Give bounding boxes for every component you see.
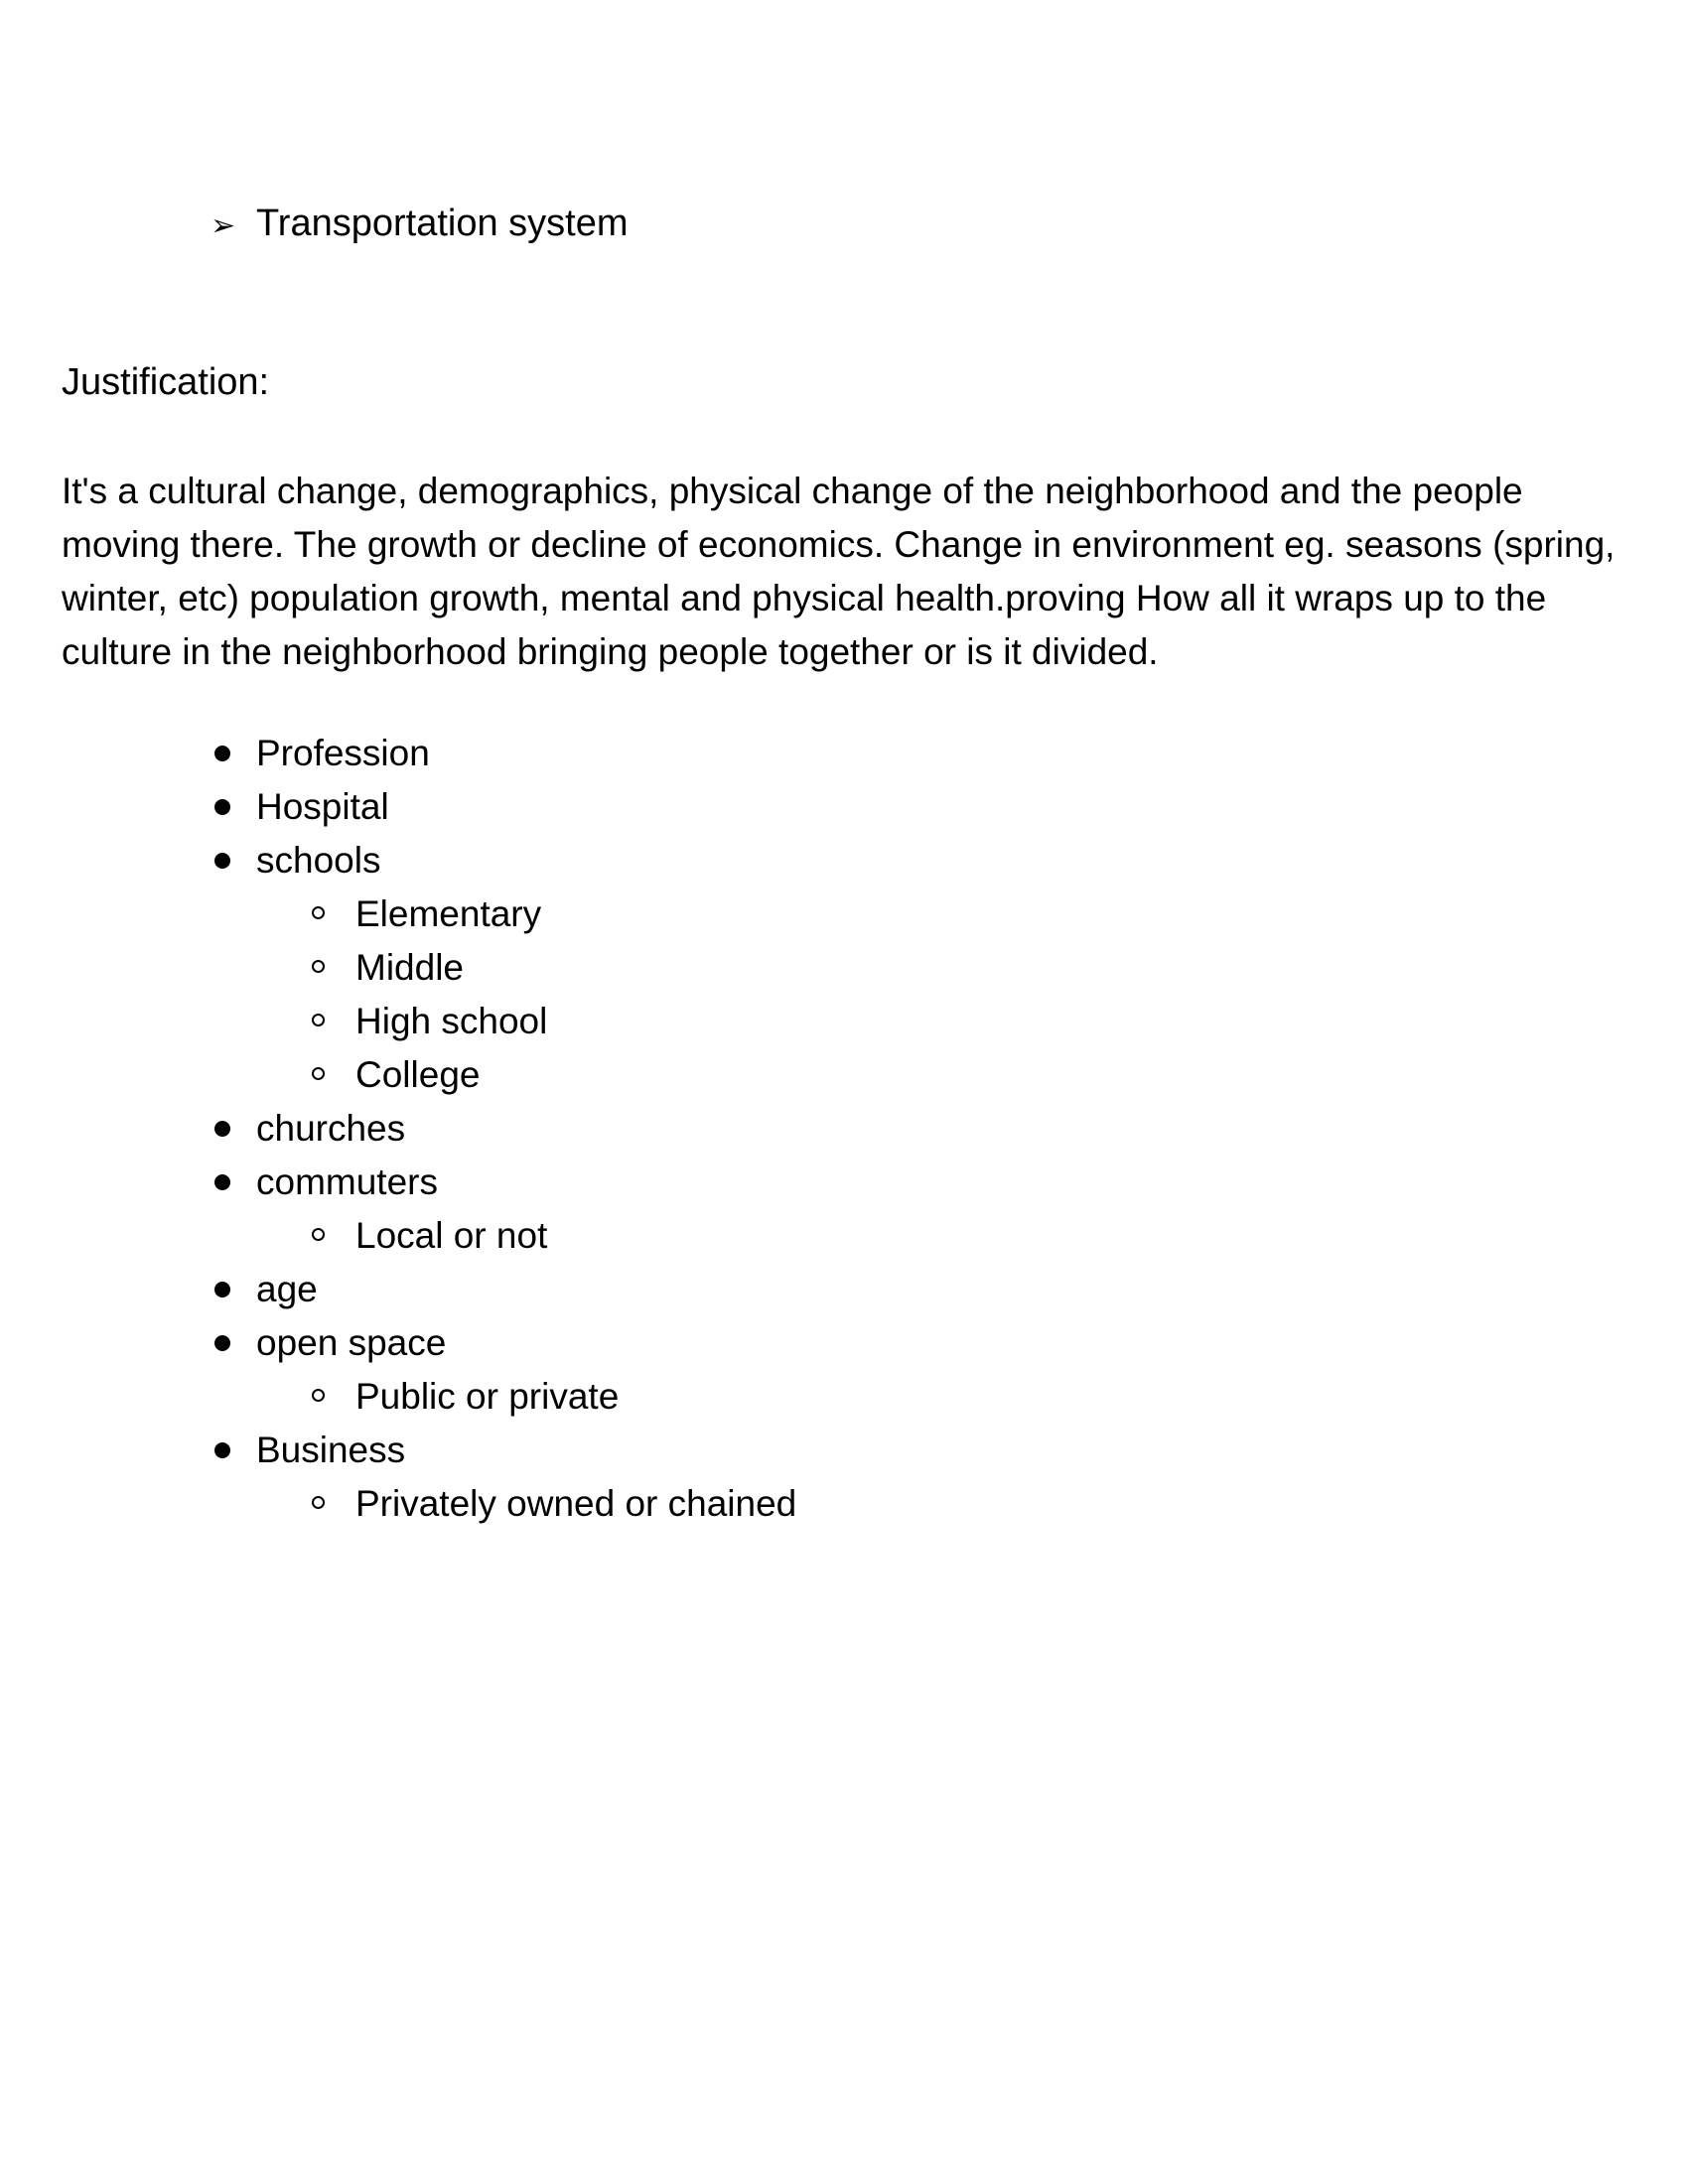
sub-list-item-label: Privately owned or chained: [355, 1483, 797, 1524]
list-item: [211, 834, 796, 1102]
justification-heading: Justification:: [62, 361, 270, 403]
list-item-label: churches: [256, 1108, 406, 1149]
sub-list-item-label: Elementary: [355, 893, 542, 934]
sub-list-item-label: Public or private: [355, 1376, 620, 1417]
hollow-bullet-icon: [310, 1014, 355, 1033]
sub-list: [211, 1477, 796, 1531]
sub-list-item-label: College: [355, 1054, 481, 1095]
bullet-icon: [211, 1442, 256, 1462]
hollow-bullet-icon: [310, 960, 355, 980]
list-item: [211, 1102, 796, 1156]
bullet-icon: [211, 746, 256, 765]
bullet-list: [211, 727, 796, 1531]
list-item: [211, 1316, 796, 1424]
hollow-bullet-icon: [310, 1389, 355, 1409]
list-item-label: Profession: [256, 733, 430, 773]
hollow-bullet-icon: [310, 906, 355, 926]
sub-list-item-label: Middle: [355, 947, 464, 988]
bullet-icon: [211, 1282, 256, 1301]
list-item-label: Hospital: [256, 786, 389, 827]
sub-list: [211, 1209, 796, 1263]
list-item-label: commuters: [256, 1161, 438, 1202]
bullet-icon: [211, 853, 256, 873]
bullet-icon: [211, 1121, 256, 1141]
list-item: [211, 780, 796, 834]
sub-list-item: [310, 1209, 796, 1263]
sub-list-item: [310, 887, 796, 941]
list-item: [211, 1263, 796, 1316]
bullet-icon: [211, 799, 256, 819]
sub-list-item: [310, 1477, 796, 1531]
sub-list-item-label: Local or not: [355, 1215, 548, 1256]
list-item: [211, 1156, 796, 1263]
arrow-bullet-icon: ➢: [211, 208, 236, 243]
sub-list-item-label: High school: [355, 1001, 548, 1041]
arrow-item-label: Transportation system: [256, 203, 629, 244]
sub-list-item: [310, 941, 796, 995]
list-item: [211, 727, 796, 780]
list-item-label: Business: [256, 1430, 406, 1470]
list-item-label: open space: [256, 1322, 447, 1363]
arrow-list-item: [211, 199, 629, 251]
hollow-bullet-icon: [310, 1228, 355, 1248]
bullet-icon: [211, 1174, 256, 1194]
hollow-bullet-icon: [310, 1496, 355, 1516]
bullet-icon: [211, 1335, 256, 1355]
sub-list-item: [310, 995, 796, 1048]
sub-list: [211, 1370, 796, 1424]
sub-list-item: [310, 1048, 796, 1102]
list-item: [211, 1424, 796, 1531]
list-item-label: age: [256, 1269, 318, 1309]
sub-list: [211, 887, 796, 1102]
list-item-label: schools: [256, 840, 381, 881]
hollow-bullet-icon: [310, 1067, 355, 1087]
justification-paragraph: It's a cultural change, demographics, physical change of the neighborhood and the people moving there. The growth or decline of economics. Change in environment eg. seasons (spring, winter, etc) population growth, mental and physical health.proving How all it wraps up to the culture in the neighborhood bringing people together or is it divided.: [62, 471, 1616, 672]
sub-list-item: [310, 1370, 796, 1424]
